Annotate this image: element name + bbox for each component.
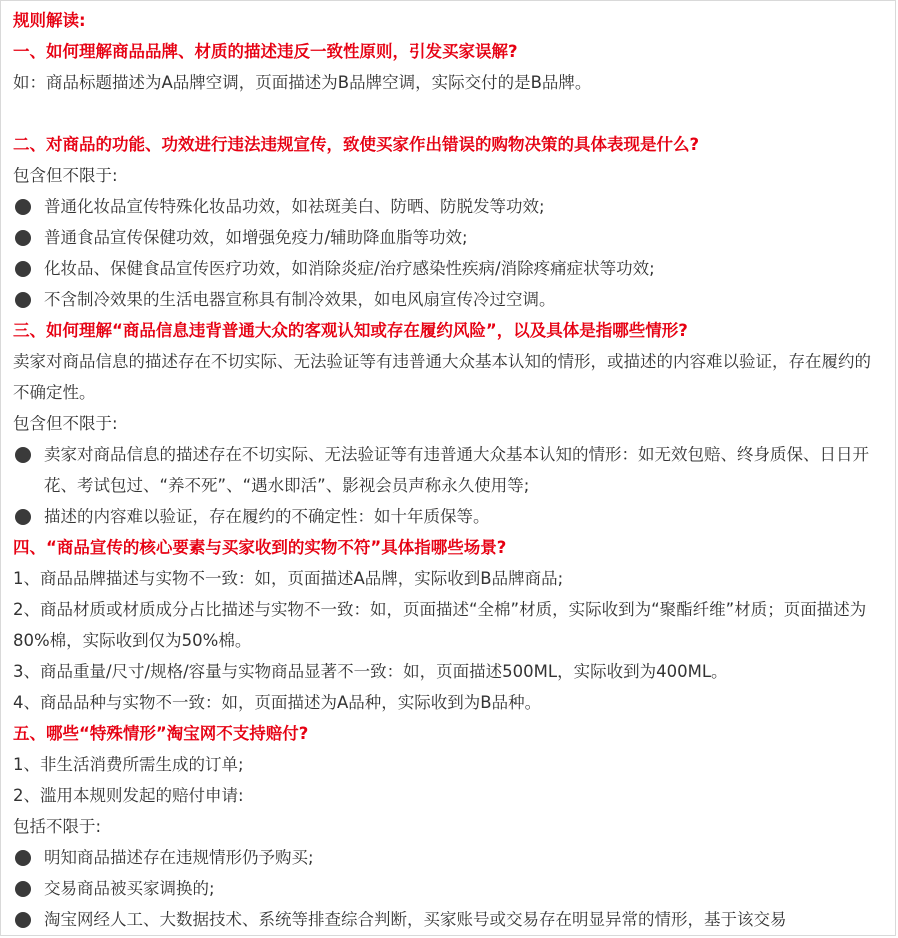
rule-interpretation bbox=[1, 1, 895, 935]
bullet-icon bbox=[15, 230, 31, 246]
q4-item-3: 3、商品重量/尺寸/规格/容量与实物商品显著不一致：如，页面描述500ML，实际收到为400ML。 bbox=[13, 662, 728, 681]
list-item: 普通化妆品宣传特殊化妆品功效，如祛斑美白、防晒、防脱发等功效; bbox=[13, 191, 895, 222]
list-item: 不含制冷效果的生活电器宣称具有制冷效果，如电风扇宣传冷过空调。 bbox=[13, 284, 895, 315]
q3-description: 卖家对商品信息的描述存在不切实际、无法验证等有违普通大众基本认知的情形，或描述的内容难以验证，存在履约的不确定性。 bbox=[13, 352, 871, 402]
list-item: 卖家对商品信息的描述存在不切实际、无法验证等有违普通大众基本认知的情形：如无效包赔、终身质保、日日开花、考试包过、“养不死”、“遇水即活”、影视会员声称永久使用等; bbox=[13, 439, 895, 501]
q4-item-2: 2、商品材质或材质成分占比描述与实物不一致：如，页面描述“全棉”材质，实际收到为“聚酯纤维”材质；页面描述为80%棉，实际收到仅为50%棉。 bbox=[13, 600, 867, 650]
list-item: 描述的内容难以验证，存在履约的不确定性：如十年质保等。 bbox=[13, 501, 895, 532]
q4-item-4: 4、商品品种与实物不一致：如，页面描述为A品种，实际收到为B品种。 bbox=[13, 693, 542, 712]
q3-intro: 包含但不限于: bbox=[13, 414, 118, 433]
bullet-icon bbox=[15, 912, 31, 928]
list-item: 明知商品描述存在违规情形仍予购买; bbox=[13, 842, 895, 873]
q2-title: 二、对商品的功能、功效进行违法违规宣传，致使买家作出错误的购物决策的具体表现是什么? bbox=[13, 135, 700, 154]
bullet-icon bbox=[15, 881, 31, 897]
bullet-icon bbox=[15, 447, 31, 463]
bullet-icon bbox=[15, 850, 31, 866]
bullet-icon bbox=[15, 261, 31, 277]
q5-item-2: 2、滥用本规则发起的赔付申请: bbox=[13, 786, 244, 805]
q5-item-1: 1、非生活消费所需生成的订单; bbox=[13, 755, 244, 774]
q3-title: 三、如何理解“商品信息违背普通大众的客观认知或存在履约风险”，以及具体是指哪些情形? bbox=[13, 321, 688, 340]
q1-example: 如：商品标题描述为A品牌空调，页面描述为B品牌空调，实际交付的是B品牌。 bbox=[13, 73, 592, 92]
spacer bbox=[13, 98, 895, 129]
page-heading: 规则解读: bbox=[13, 11, 86, 30]
q4-title: 四、“商品宣传的核心要素与买家收到的实物不符”具体指哪些场景? bbox=[13, 538, 507, 557]
q5-title: 五、哪些“特殊情形”淘宝网不支持赔付? bbox=[13, 724, 309, 743]
q2-intro: 包含但不限于: bbox=[13, 166, 118, 185]
q4-item-1: 1、商品品牌描述与实物不一致：如，页面描述A品牌，实际收到B品牌商品; bbox=[13, 569, 564, 588]
bullet-icon bbox=[15, 292, 31, 308]
q5-intro: 包括不限于: bbox=[13, 817, 102, 836]
list-item: 淘宝网经人工、大数据技术、系统等排查综合判断，买家账号或交易存在明显异常的情形，基于该交易 bbox=[13, 904, 895, 935]
list-item: 交易商品被买家调换的; bbox=[13, 873, 895, 904]
bullet-icon bbox=[15, 199, 31, 215]
q1-title: 一、如何理解商品品牌、材质的描述违反一致性原则，引发买家误解? bbox=[13, 42, 518, 61]
list-item: 普通食品宣传保健功效，如增强免疫力/辅助降血脂等功效; bbox=[13, 222, 895, 253]
list-item: 化妆品、保健食品宣传医疗功效，如消除炎症/治疗感染性疾病/消除疼痛症状等功效; bbox=[13, 253, 895, 284]
bullet-icon bbox=[15, 509, 31, 525]
